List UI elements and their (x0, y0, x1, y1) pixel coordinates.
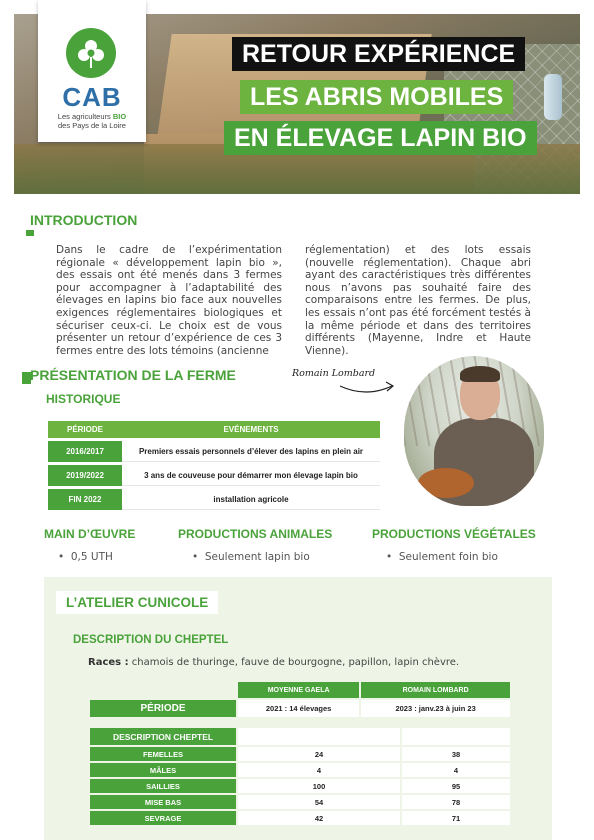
farmer-name: Romain Lombard (292, 368, 376, 379)
cheptel-table (88, 726, 512, 827)
empty-cell (238, 728, 400, 745)
logo-acronym: CAB (62, 82, 122, 112)
period-value: 2021 : 14 élevages (238, 700, 359, 717)
column-header-romain: ROMAIN LOMBARD (361, 682, 510, 698)
category-value: • Seulement foin bio (386, 551, 498, 563)
history-event: 3 ans de couveuse pour démarrer mon élevage lapin bio (122, 465, 380, 486)
history-period: FIN 2022 (48, 489, 122, 510)
period-value: 2023 : janv.23 à juin 23 (361, 700, 510, 717)
column-header-gaela: MOYENNE GAELA (238, 682, 359, 698)
table-row (90, 747, 510, 761)
category-value: • 0,5 UTH (58, 551, 113, 563)
cheptel-value: 38 (402, 747, 510, 761)
farmer-photo (404, 356, 544, 506)
cheptel-value: 42 (238, 811, 400, 825)
history-header-events: EVÉNEMENTS (122, 421, 380, 438)
historique-title: HISTORIQUE (46, 392, 121, 406)
farmer-hair (460, 366, 500, 382)
races-line: Races : chamois de thuringe, fauve de bourgogne, papillon, lapin chèvre. (88, 657, 460, 668)
title-line-2: LES ABRIS MOBILES (240, 80, 513, 114)
cheptel-value: 4 (402, 763, 510, 777)
history-event: installation agricole (122, 489, 380, 510)
flower-icon (66, 28, 116, 78)
cheptel-description-title: DESCRIPTION DU CHEPTEL (73, 634, 229, 646)
history-header-period: PÉRIODE (48, 421, 122, 438)
table-row (90, 763, 510, 777)
history-table (48, 418, 380, 513)
cheptel-label: FEMELLES (90, 747, 236, 761)
cheptel-label: SEVRAGE (90, 811, 236, 825)
period-table (88, 680, 512, 719)
cheptel-value: 71 (402, 811, 510, 825)
category-title: PRODUCTIONS ANIMALES (178, 527, 333, 541)
category-title: PRODUCTIONS VÉGÉTALES (372, 527, 536, 541)
water-bottle (544, 74, 562, 120)
section-marker (26, 230, 34, 236)
cheptel-label: MÂLES (90, 763, 236, 777)
category-value: • Seulement lapin bio (192, 551, 310, 563)
table-row (90, 811, 510, 825)
cheptel-value: 100 (238, 779, 400, 793)
cheptel-value: 95 (402, 779, 510, 793)
rabbit (418, 468, 474, 498)
atelier-title: L’ATELIER CUNICOLE (56, 591, 218, 614)
introduction-title: INTRODUCTION (30, 212, 138, 228)
cab-logo (38, 0, 146, 142)
title-line-1: RETOUR EXPÉRIENCE (232, 37, 525, 71)
table-row (90, 795, 510, 809)
cheptel-value: 24 (238, 747, 400, 761)
table-row (90, 779, 510, 793)
introduction-column-1: Dans le cadre de l’expérimentation régionale « développement lapin bio », des essais ont été menés dans 3 fermes pour accompagner à l’adaptabilité des élevages en lapins bio face aux nouvelles exigences réglementaires biologiques et sécuriser ceux-ci. Le choix est de vous présenter un retour d’expérience de ces 3 fermes entre des lots témoins (ancienne (56, 244, 282, 357)
logo-tagline: Les agriculteurs BIO des Pays de la Loire (57, 112, 127, 130)
cheptel-value: 78 (402, 795, 510, 809)
cheptel-header: DESCRIPTION CHEPTEL (90, 728, 236, 745)
introduction-column-2: réglementation) et des lots essais (nouvelle réglementation). Chaque abri ayant des caractéristiques très différentes nous n’avons pas souhaité faire des comparaisons entre les fermes. De plus, les essais n’ont pas été forcément testés à la même période et dans des territoires différents (Mayenne, Indre et Haute Vienne). (305, 244, 531, 357)
cheptel-label: MISE BAS (90, 795, 236, 809)
history-period: 2019/2022 (48, 465, 122, 486)
history-event: Premiers essais personnels d’élever des lapins en plein air (122, 441, 380, 462)
category-title: MAIN D’ŒUVRE (44, 527, 136, 541)
empty-cell (402, 728, 510, 745)
table-row (48, 489, 380, 510)
cheptel-value: 4 (238, 763, 400, 777)
arrow-icon (338, 378, 398, 400)
atelier-cunicole-section (44, 577, 552, 840)
table-row (48, 441, 380, 462)
cheptel-value: 54 (238, 795, 400, 809)
table-row (48, 465, 380, 486)
title-line-3: EN ÉLEVAGE LAPIN BIO (224, 121, 537, 155)
period-label: PÉRIODE (90, 700, 236, 717)
farm-presentation-title: PRÉSENTATION DE LA FERME (30, 367, 236, 383)
history-period: 2016/2017 (48, 441, 122, 462)
table-row (90, 700, 510, 717)
blank-header (90, 682, 236, 698)
cheptel-label: SAILLIES (90, 779, 236, 793)
